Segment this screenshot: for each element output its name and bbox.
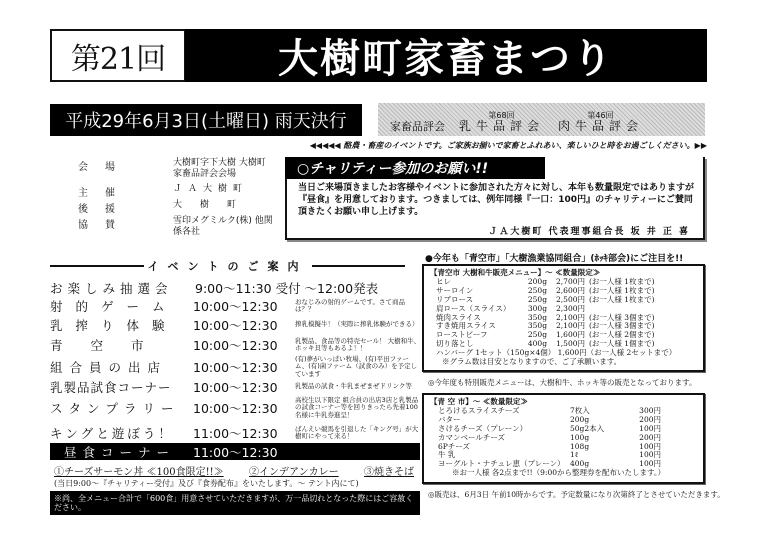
menu-price: 300円 xyxy=(639,405,661,415)
contest-2-label: 乳牛品評会 xyxy=(459,119,545,133)
lunch-name: 昼食コーナー xyxy=(64,444,176,460)
menu-name: ローストビーフ xyxy=(436,330,488,340)
event-name: 乳搾り体験 xyxy=(50,318,178,333)
edition-label: 第21回 xyxy=(50,29,186,82)
event-time: 10:00〜12:30 xyxy=(193,380,278,395)
date-banner: 平成29年6月3日(土曜日) 雨天決行 xyxy=(50,104,362,136)
menu-qty: 250g xyxy=(527,330,547,340)
event-time: 10:00〜12:30 xyxy=(193,338,278,353)
events-heading-text: イベントのご案内 xyxy=(147,260,308,273)
info-key: 会 xyxy=(78,162,88,173)
event-time: 11:00〜12:30 xyxy=(193,426,278,441)
ticket-note: (当日9:00〜『チャリティー受付』及び『食券配布』をいたします。〜 テント内にて) xyxy=(54,479,359,488)
contest-3-number: 第46回 xyxy=(587,111,614,120)
menu-name: ヒレ xyxy=(436,276,451,286)
lunch-menu xyxy=(54,463,414,478)
info-key: 援 xyxy=(105,204,115,215)
dairy-limit-note: ※お一人様 各2点まで!!（9:00から整理券を配布いたします。） xyxy=(452,468,666,478)
info-key: 主 xyxy=(78,188,88,199)
menu-qty: 100g xyxy=(570,432,590,442)
contest-1-label: 家畜品評会 xyxy=(390,120,445,133)
right-heading: ●今年も「青空市」「大樹漁業協同組合」(ﾎｯｷ部会)にご注目を!! xyxy=(425,254,684,264)
info-key: 賛 xyxy=(105,220,115,231)
event-row xyxy=(50,424,422,442)
event-desc: おなじみの射的ゲームです。さて商品は？？ xyxy=(295,297,405,313)
menu-name: 肩ロース（スライス） xyxy=(436,303,511,313)
menu-qty: 350g xyxy=(527,312,547,322)
menu-qty: 400g xyxy=(527,339,547,349)
menu-limit: (お一人様 1枚まで) xyxy=(589,276,655,286)
events-heading xyxy=(50,258,405,274)
menu-limit: (お一人様 1枚まで) xyxy=(589,285,655,295)
menu-item: ②インデアンカレー xyxy=(249,467,339,478)
menu-qty: 108g xyxy=(570,441,590,451)
charity-signature: ＪＡ大樹町 代表理事組合長 坂 井 正 喜 xyxy=(488,227,690,237)
menu-qty: 200g xyxy=(570,414,590,424)
charity-text: 当日ご来場頂きましたお客様やイベントに参加された方々に対し、本年も数量限定ではありますが『昼食』を用意しております。つきましては、例年同様『一口：100円』のチャリティーにご賛同頂きたくお願い申し上げます。 xyxy=(298,183,695,217)
event-name: 組合員の出店 xyxy=(50,360,168,375)
info-key: 後 xyxy=(78,204,88,215)
info-organizer xyxy=(78,184,273,199)
menu-qty: 300g xyxy=(527,303,547,313)
event-row xyxy=(50,355,422,378)
event-time: 9:00〜11:30 受付 〜12:00発表 xyxy=(195,281,379,296)
menu-name: 焼肉スライス xyxy=(436,312,481,322)
info-sponsor xyxy=(78,216,273,238)
menu-name: リブロース xyxy=(436,294,474,304)
info-value: ＪＡ大樹町 xyxy=(173,184,249,194)
event-time: 10:00〜12:30 xyxy=(193,360,278,375)
menu-item: ③焼きそば xyxy=(364,467,414,478)
menu-price: 2,600円 xyxy=(556,285,585,295)
event-name: 乳製品試食コーナー xyxy=(50,380,172,395)
menu-price: 2,700円 xyxy=(556,276,585,286)
menu-item: ①チーズサーモン丼 ≪100食限定!!≫ xyxy=(54,467,224,478)
menu-price: 2,300円 xyxy=(556,303,585,313)
event-row xyxy=(50,297,422,315)
menu-name: ヨーグルト・ナチュレ恵（プレーン） xyxy=(438,459,565,469)
menu-price: 100円 xyxy=(639,441,661,451)
info-support xyxy=(78,200,273,215)
menu-qty: 1ℓ xyxy=(570,450,579,460)
menu-name: すき焼用スライス xyxy=(436,321,496,331)
event-time: 10:00〜12:30 xyxy=(193,299,278,314)
divider xyxy=(50,265,144,267)
event-desc: 高校生以下限定 組合員の出店3店と乳製品の試食コーナー等を回りきったら先着100名様に牛乳券進呈！ xyxy=(295,396,419,419)
menu-qty: 200g xyxy=(527,276,547,286)
dairy-menu-title: 【青 空 市】〜 ≪数量限定≫ xyxy=(430,397,528,406)
beef-menu-box xyxy=(422,264,705,372)
event-name: 射的ゲーム xyxy=(50,299,178,314)
dairy-menu-box xyxy=(422,393,705,484)
menu-name: 6Pチーズ xyxy=(438,441,470,451)
menu-price: 200円 xyxy=(639,432,661,442)
menu-qty: 350g xyxy=(527,321,547,331)
menu-qty: 7枚入 xyxy=(570,405,590,415)
contest-1 xyxy=(390,110,445,132)
hamburg-row: ハンバーグ 1セット（150g×4個） 1,600円（お一人様 2セットまで） xyxy=(436,348,677,358)
gram-note: ※グラム数は目安となりますので、ご了承願います。 xyxy=(442,357,622,367)
info-value: 雪印メグミルク(株) 他関係各社 xyxy=(173,216,273,237)
event-desc: ばんえい競馬を引退した「キング号」が大樹町にやって来る！ xyxy=(295,424,419,440)
lunch-note: ※尚、全メニュー合計で「600食」用意させていただきますが、万一品切れとなった際にはご容赦ください。 xyxy=(50,491,420,515)
event-row xyxy=(50,378,422,396)
menu-limit: (お一人様 1個まで) xyxy=(589,339,655,349)
divider xyxy=(312,265,406,267)
menu-price: 1,600円 xyxy=(556,330,585,340)
contest-3-label: 肉牛品評会 xyxy=(558,119,644,133)
menu-name: サーロイン xyxy=(436,285,474,295)
event-desc: 乳製品の試食・牛乳まぜまぜドリンク等 xyxy=(295,382,412,391)
event-desc: 乳製品、食品等の特売セール！ 大樹和牛、ホッキ貝等もあるよ！！ xyxy=(295,336,421,352)
menu-name: とろけるスライスチーズ xyxy=(438,405,520,415)
menu-price: 1,500円 xyxy=(556,339,585,349)
menu-qty: 250g xyxy=(527,294,547,304)
menu-name: 切り落とし xyxy=(436,339,474,349)
event-name: スタンプラリー xyxy=(50,401,180,416)
event-desc: 搾乳模擬牛！（実際に搾乳体験ができる） xyxy=(295,320,419,329)
lunch-time: 11:00〜12:30 xyxy=(193,444,278,460)
menu-price: 2,100円 xyxy=(556,321,585,331)
contest-2 xyxy=(459,110,544,132)
info-key: 協 xyxy=(78,220,88,231)
menu-qty: 50g2本入 xyxy=(570,423,605,433)
beef-footnote: ◎今年度も特別販売メニューは、大樹和牛、ホッキ等の販売となっております。 xyxy=(428,378,697,387)
event-desc: (有)夢がいっぱい牧場、(有)平田ファーム、(有)菌ファーム（試食のみ）を予定しています xyxy=(295,355,418,378)
event-time: 10:00〜12:30 xyxy=(193,401,278,416)
event-name: お楽しみ抽選会 xyxy=(50,281,173,296)
beef-menu-title: 【青空市 大樹和牛販売メニュー】〜 ≪数量限定≫ xyxy=(430,268,601,277)
event-row xyxy=(50,316,422,334)
event-lottery xyxy=(50,279,378,297)
contest-3 xyxy=(558,110,643,132)
menu-price: 2,100円 xyxy=(556,312,585,322)
menu-limit: (お一人様 2個まで) xyxy=(589,330,655,340)
info-key: 催 xyxy=(105,188,115,199)
menu-limit: (お一人様 3個まで) xyxy=(589,321,655,331)
menu-price: 100円 xyxy=(639,423,661,433)
info-key: 場 xyxy=(105,162,115,173)
menu-price: 100円 xyxy=(639,459,661,469)
event-title: 大樹町家畜まつり xyxy=(185,29,707,82)
menu-name: バター xyxy=(438,414,461,424)
menu-name: カマンベールチーズ xyxy=(438,432,505,442)
event-row xyxy=(50,396,422,419)
info-value: 大樹町字下大樹 大樹町家畜品評会会場 xyxy=(173,158,266,179)
menu-name: さけるチーズ（プレーン） xyxy=(438,423,528,433)
dairy-footnote: ◎販売は、6月3日 午前10時からです。予定数量になり次第終了とさせていただきます。 xyxy=(428,490,725,499)
event-time: 10:00〜12:30 xyxy=(193,318,278,333)
menu-price: 2,500円 xyxy=(556,294,585,304)
contest-2-number: 第68回 xyxy=(488,111,515,120)
event-name: 青空市 xyxy=(50,338,172,353)
menu-price: 200円 xyxy=(639,414,661,424)
menu-limit: (お一人様 1枚まで) xyxy=(589,294,655,304)
menu-qty: 250g xyxy=(527,285,547,295)
menu-limit: (お一人様 3個まで) xyxy=(589,312,655,322)
contest-banner xyxy=(378,103,705,136)
info-value: 大樹町 xyxy=(173,200,255,210)
info-venue xyxy=(78,158,273,180)
charity-heading: ○チャリティー参加のお願い!! xyxy=(285,157,545,179)
menu-name: 牛 乳 xyxy=(438,450,456,460)
menu-qty: 400g xyxy=(570,459,590,469)
lunch-bar xyxy=(50,443,420,460)
event-name: キングと遊ぼう！ xyxy=(50,426,174,441)
menu-price: 100円 xyxy=(639,450,661,460)
event-row xyxy=(50,336,422,354)
tagline: ◀◀◀◀◀ 酪農・畜産のイベントです。ご家族お揃いで家畜とふれあい、楽しいひと時をお過ごしください。▶▶ xyxy=(309,141,707,150)
